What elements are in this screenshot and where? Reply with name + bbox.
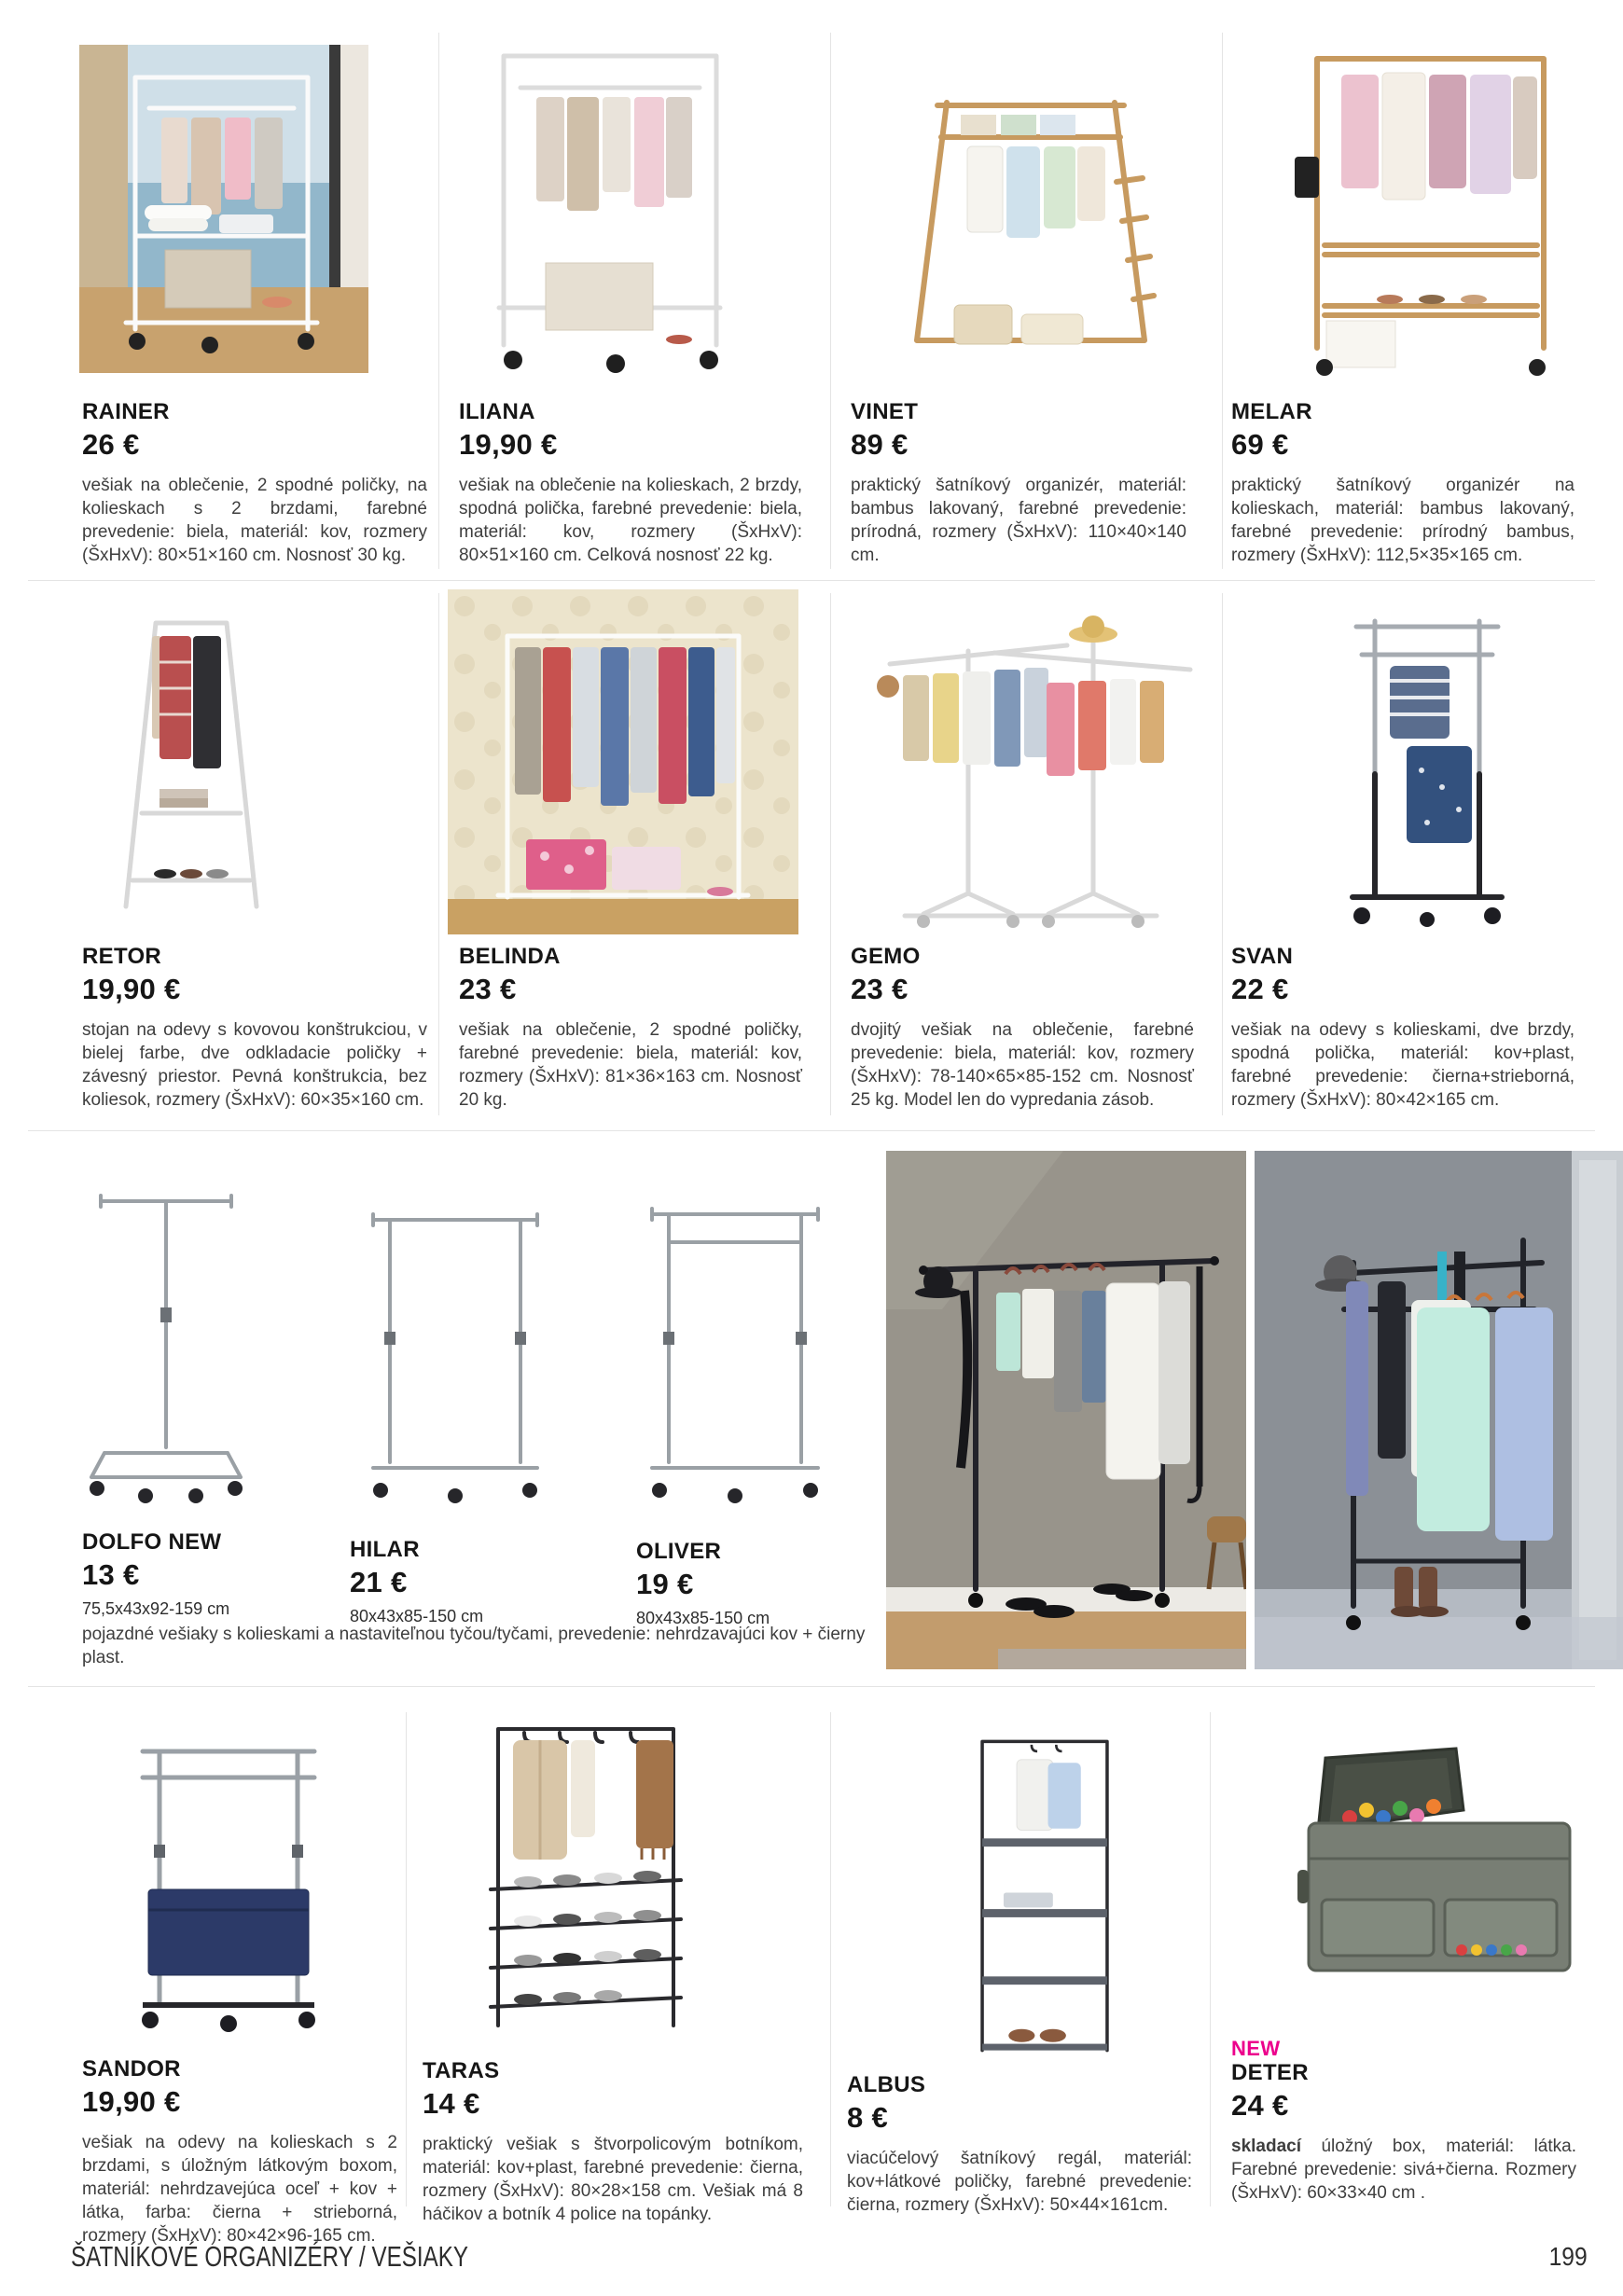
iliana-card <box>459 399 802 567</box>
gemo-product-photo <box>849 597 1213 934</box>
product-description: praktický šatníkový organizér na kolieskach, materiál: bambus lakovaný, farebné prevedenie: prírodný bambus, rozmery (ŠxHxV): 112,5×35×165 cm. <box>1231 476 1574 565</box>
product-name: VINET <box>851 399 919 424</box>
product-description: dvojitý vešiak na oblečenie, farebné prevedenie: biela, materiál: kov, rozmery (ŠxHxV): 78-140×65×85-152 cm. Nosnosť 25 kg. Model len do vypredania zásob. <box>851 1020 1194 1110</box>
product-name: HILAR <box>350 1537 420 1562</box>
product-description: vešiak na odevy na kolieskach s 2 brzdami, s úložným látkovým boxom, materiál: nehrdzavejúca oceľ + kov + látka, farba: čierna + strieborná, rozmery (ŠxHxV): 80×42×96-165 cm. <box>82 2133 397 2246</box>
lifestyle-photo-double-rack <box>1255 1151 1623 1669</box>
product-description: viacúčelový šatníkový regál, materiál: kov+látkové poličky, farebné prevedenie: čierna, rozmery (ŠxHxV): 50×44×161cm. <box>847 2149 1192 2215</box>
product-description: praktický šatníkový organizér, materiál: bambus lakovaný, farebné prevedenie: prírodná, rozmery (ŠxHxV): 110×40×140 cm. <box>851 476 1186 565</box>
vinet-product-photo <box>881 61 1180 373</box>
divider <box>830 33 831 569</box>
product-name: OLIVER <box>636 1539 722 1564</box>
oliver-product-photo <box>611 1173 858 1515</box>
product-name: RETOR <box>82 944 162 969</box>
gemo-card <box>851 944 1194 1112</box>
product-price: 19,90 € <box>459 428 558 461</box>
belinda-product-photo <box>448 589 798 934</box>
product-name: DOLFO NEW <box>82 1529 222 1555</box>
product-name: MELAR <box>1231 399 1312 424</box>
taras-product-photo <box>420 1705 751 2048</box>
product-price: 69 € <box>1231 428 1289 461</box>
product-price: 26 € <box>82 428 140 461</box>
sandor-product-photo <box>89 1723 364 2036</box>
deter-product-photo <box>1264 1721 1604 2005</box>
melar-card <box>1231 399 1574 567</box>
product-price: 21 € <box>350 1566 408 1598</box>
product-price: 89 € <box>851 428 909 461</box>
divider <box>28 1130 1595 1131</box>
product-name: ILIANA <box>459 399 535 424</box>
product-description: praktický vešiak s štvorpolicovým botníkom, materiál: kov+plast, farebné prevedenie: čierna, rozmery (ŠxHxV): 80×28×158 cm. Vešiak má 8 háčikov a botník 4 police na topánky. <box>423 2135 803 2224</box>
divider <box>1222 33 1223 569</box>
dolfo-product-photo <box>56 1168 275 1515</box>
product-dimensions: 75,5x43x92-159 cm <box>82 1599 230 1618</box>
product-name: ALBUS <box>847 2072 926 2097</box>
product-price: 14 € <box>423 2087 480 2120</box>
product-dimensions: 80x43x85-150 cm <box>636 1609 770 1627</box>
taras-card <box>423 2058 803 2226</box>
divider <box>406 1712 407 2206</box>
svan-card <box>1231 944 1574 1112</box>
divider <box>1210 1712 1211 2206</box>
vinet-card <box>851 399 1186 567</box>
product-price: 19,90 € <box>82 973 181 1005</box>
svan-product-photo <box>1297 588 1558 934</box>
hilar-card <box>350 1537 592 1626</box>
product-description: stojan na odevy s kovovou konštrukciou, v bielej farbe, dve odkladacie poličky + závesný priestor. Pevná konštrukcia, bez koliesok, rozmery (ŠxHxV): 60×35×160 cm. <box>82 1020 427 1110</box>
retor-card <box>82 944 427 1112</box>
divider <box>28 1686 1595 1687</box>
sandor-card <box>82 2056 397 2248</box>
hilar-product-photo <box>336 1183 574 1515</box>
product-name: TARAS <box>423 2058 500 2083</box>
retor-product-photo <box>98 597 284 934</box>
divider <box>438 593 439 1115</box>
product-price: 23 € <box>851 973 909 1005</box>
product-price: 22 € <box>1231 973 1289 1005</box>
product-price: 13 € <box>82 1558 140 1591</box>
new-badge: NEW <box>1231 2037 1281 2060</box>
lifestyle-photo-single-rack <box>886 1151 1246 1669</box>
product-price: 19,90 € <box>82 2085 181 2118</box>
belinda-card <box>459 944 802 1112</box>
divider <box>830 593 831 1115</box>
deter-card <box>1231 2038 1576 2205</box>
product-name: RAINER <box>82 399 170 424</box>
oliver-card <box>636 1539 879 1628</box>
product-price: 24 € <box>1231 2089 1289 2122</box>
rainer-product-photo <box>79 45 368 373</box>
product-description-bold: skladací <box>1231 2137 1301 2156</box>
rainer-card <box>82 399 427 567</box>
page-number: 199 <box>1548 2242 1588 2271</box>
product-name: DETER <box>1231 2060 1309 2085</box>
divider <box>1222 593 1223 1115</box>
divider <box>28 580 1595 581</box>
melar-product-photo <box>1269 26 1590 382</box>
product-dimensions: 80x43x85-150 cm <box>350 1607 484 1625</box>
product-description: vešiak na oblečenie, 2 spodné poličky, farebné prevedenie: biela, materiál: kov, rozmery (ŠxHxV): 81×36×163 cm. Nosnosť 20 kg. <box>459 1020 802 1110</box>
product-description <box>1231 2135 1576 2205</box>
product-name: GEMO <box>851 944 921 969</box>
section-title: ŠATNÍKOVÉ ORGANIZÉRY / VEŠIAKY <box>71 2240 468 2273</box>
product-name: BELINDA <box>459 944 561 969</box>
product-name: SVAN <box>1231 944 1294 969</box>
product-description: vešiak na odevy s kolieskami, dve brzdy, spodná polička, materiál: kov+plast, farebné prevedenie: čierna+strieborná, rozmery (ŠxHxV): 80×42×165 cm. <box>1231 1020 1574 1110</box>
product-price: 8 € <box>847 2101 888 2134</box>
product-name: SANDOR <box>82 2056 181 2082</box>
product-description-rest: úložný box, materiál: látka. Farebné prevedenie: sivá+čierna. Rozmery (ŠxHxV): 60×33×40 cm . <box>1231 2137 1576 2203</box>
product-price: 19 € <box>636 1568 694 1600</box>
iliana-product-photo <box>448 28 770 380</box>
row3-shared-note: pojazdné vešiaky s kolieskami a nastaviteľnou tyčou/tyčami, prevedenie: nehrdzavajúci kov + čierny plast. <box>82 1625 866 1667</box>
divider <box>830 1712 831 2206</box>
product-price: 23 € <box>459 973 517 1005</box>
dolfo-card <box>82 1529 343 1619</box>
product-description: vešiak na oblečenie, 2 spodné poličky, na kolieskach s 2 brzdami, farebné prevedenie: biela, materiál: kov, rozmery (ŠxHxV): 80×51×160 cm. Nosnosť 30 kg. <box>82 476 427 565</box>
albus-card <box>847 2072 1192 2217</box>
albus-product-photo <box>933 1723 1157 2068</box>
product-description: vešiak na oblečenie na kolieskach, 2 brzdy, spodná polička, farebné prevedenie: biela, materiál: kov, rozmery (ŠxHxV): 80×51×160 cm. Celková nosnosť 22 kg. <box>459 476 802 565</box>
divider <box>438 33 439 569</box>
